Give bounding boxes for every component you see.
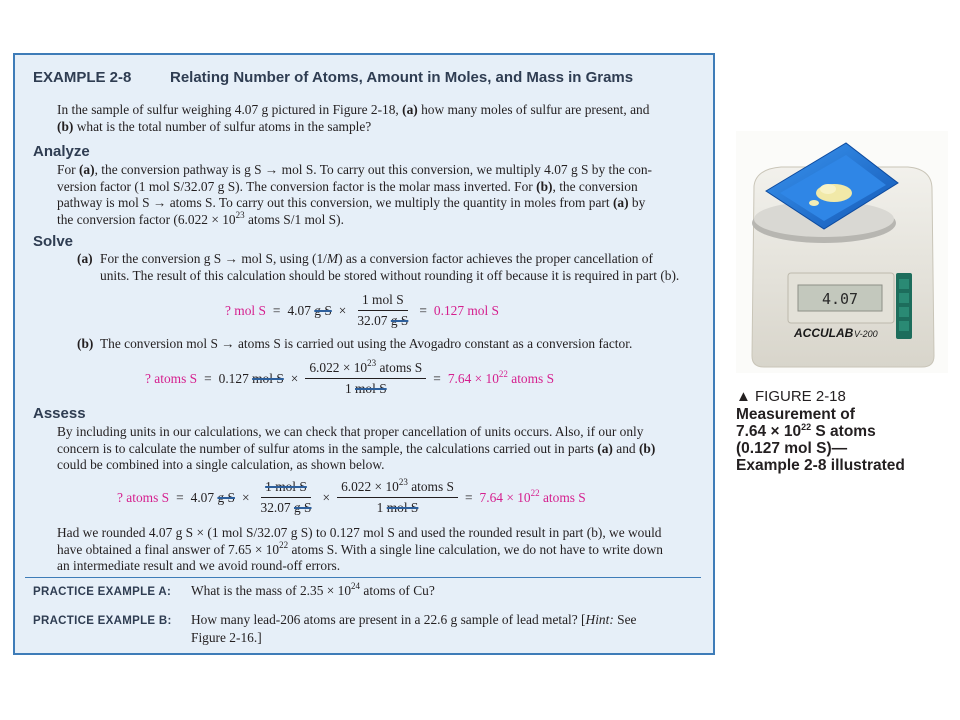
part-b-text: The conversion mol S → atoms S is carried out using the Avogadro constant as a conversion factor. <box>100 336 633 351</box>
equation-2: ? atoms S = 0.127 mol S × $\frac{6.022 \times 10^{23} atoms S}{\text{1 mol S}}$ = $7.64 \times 10^{22}$ atoms S <box>145 358 555 396</box>
figure-label: ▲ FIGURE 2-18 <box>736 388 846 405</box>
example-number: EXAMPLE 2-8 <box>33 69 132 86</box>
balance-illustration <box>736 131 948 373</box>
equation-3: ? atoms S = 4.07 g S × $\frac{\text{1 mol S}}{\text{32.07 g S}}$ × $\frac{6.022 \times 10^{23} atoms S}{\text{1 mol S}}$ = $7.64 \times 10^{22}$ atoms S <box>117 477 586 515</box>
example-title <box>33 69 633 86</box>
scale-model: V-200 <box>854 329 878 339</box>
scale-display: 4.07 <box>821 290 859 308</box>
figure-description: Measurement of $7.64 \times 10^{22}$ S atoms (0.127 mol S)— Example 2-8 illustrated <box>736 406 905 474</box>
part-a-text: For the conversion g S → mol S, using (1/M) as a conversion factor achieves the proper cancellation of units. The result of this calculation should be stored without rounding it off because it is required in part (b). <box>100 251 680 283</box>
practice-b-label: PRACTICE EXAMPLE B: <box>33 615 172 627</box>
question-paragraph: In the sample of sulfur weighing 4.07 g pictured in Figure 2-18, (a) how many moles of sulfur are present, and (b) what is the total number of sulfur atoms in the sample? <box>57 102 650 134</box>
scale-photo <box>736 131 948 373</box>
analyze-heading: Analyze <box>33 143 90 160</box>
part-b-label: (b) <box>77 336 94 351</box>
example-title-text: Relating Number of Atoms, Amount in Moles, and Mass in Grams <box>170 69 634 86</box>
practice-a-label: PRACTICE EXAMPLE A: <box>33 586 172 598</box>
assess-heading: Assess <box>33 405 86 422</box>
scale-brand: ACCULAB <box>794 326 854 340</box>
equation-1: ? mol S = 4.07 g S × $\frac{\text{1 mol S}}{\text{32.07 g S}}$ = 0.127 mol S <box>225 292 500 328</box>
part-a-label: (a) <box>77 251 93 266</box>
assess-paragraph: By including units in our calculations, we can check that proper cancellation of units occurs. Also, if our only concern is to calculate the number of sulfur atoms in the sample, the calculations carried out in parts (a) and (b) could be combined into a single calculation, as shown below. <box>57 424 656 472</box>
example-box <box>13 53 715 655</box>
solve-heading: Solve <box>33 233 74 250</box>
analyze-paragraph: For (a), the conversion pathway is g S → mol S. To carry out this conversion, we multiply 4.07 g S by the con- version factor (1 mol S/32.07 g S). The conversion factor is the molar mass inverted. For (b), the conversion pathway is mol S → atoms S. To carry out this conversion, we multiply the quantity in moles from part (a) by the conversion factor ($6.022 \times 10^{23}$ atoms S/1 mol S). <box>57 162 653 227</box>
assess-paragraph-2: Had we rounded 4.07 g S × (1 mol S/32.07 g S) to 0.127 mol S and used the rounded result in part (b), we would have obtained a final answer of $7.65 \times 10^{22}$ atoms S. With a single line calculation, we do not have to write down an intermediate result and we avoid round-off errors. <box>57 525 663 573</box>
figure-caption <box>736 388 951 474</box>
practice-a: PRACTICE EXAMPLE A: What is the mass of $2.35 \times 10^{24}$ atoms of Cu? <box>33 583 703 601</box>
practice-b: PRACTICE EXAMPLE B: How many lead-206 atoms are present in a 22.6 g sample of lead metal? [Hint: See Figure 2-16.] <box>33 612 637 645</box>
divider <box>25 577 701 578</box>
